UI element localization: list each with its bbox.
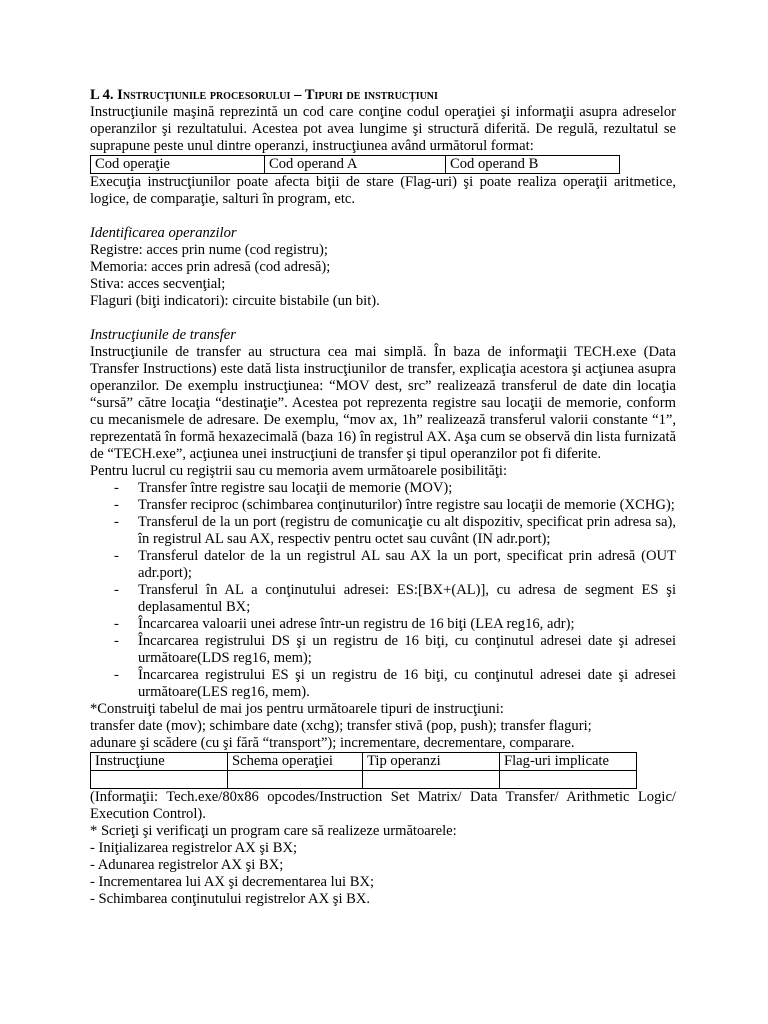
list-item bbox=[90, 480, 676, 497]
transfer-options-list bbox=[90, 480, 676, 701]
instruction-format-table bbox=[90, 155, 620, 174]
list-item bbox=[90, 582, 676, 616]
program-line: * Scrieţi şi verificaţi un program care să realizeze următoarele: bbox=[90, 823, 457, 839]
column-header: Tip operanzi bbox=[363, 753, 500, 771]
program-line: - Schimbarea conţinutului registrelor AX şi BX. bbox=[90, 891, 371, 907]
table-cell: Cod operand B bbox=[446, 156, 620, 174]
list-item bbox=[90, 514, 676, 548]
assignment-line: *Construiţi tabelul de mai jos pentru următoarele tipuri de instrucţiuni: bbox=[90, 701, 504, 717]
table-cell: Cod operand A bbox=[265, 156, 446, 174]
list-item bbox=[90, 633, 676, 667]
list-item-text: Încarcarea registrului ES şi un registru de 16 biţi, cu conţinutul adresei date şi adresei următoare(LES reg16, mem). bbox=[138, 667, 676, 700]
list-item bbox=[90, 616, 676, 633]
list-dash: - bbox=[114, 514, 119, 530]
list-item bbox=[90, 667, 676, 701]
intro-paragraph: Instrucţiunile maşină reprezintă un cod care conţine codul operaţiei şi informaţii asupra adreselor operanzilor şi rezultatului. Acestea pot avea lungime şi structură diferită. De regulă, rezultatul se suprapune peste unul dintre operanzi, instrucţiunea având următorul format: bbox=[90, 104, 676, 154]
column-header: Schema operaţiei bbox=[228, 753, 363, 771]
section-heading-operands: Identificarea operanzilor bbox=[90, 225, 237, 241]
title-prefix: L 4. bbox=[90, 87, 118, 103]
list-dash: - bbox=[114, 582, 119, 598]
list-item: Memoria: acces prin adresă (cod adresă); bbox=[90, 259, 331, 275]
title-text: Instrucţiunile procesorului – Tipuri de instrucţiuni bbox=[117, 87, 438, 103]
list-item: Registre: acces prin nume (cod registru); bbox=[90, 242, 328, 258]
list-dash: - bbox=[114, 633, 119, 649]
execution-paragraph: Execuţia instrucţiunilor poate afecta biţii de stare (Flag-uri) şi poate realiza operaţii aritmetice, logice, de comparaţie, salturi în program, etc. bbox=[90, 174, 676, 207]
section-heading-transfer: Instrucţiunile de transfer bbox=[90, 327, 236, 343]
registers-intro: Pentru lucrul cu regiştrii sau cu memoria avem următoarele posibilităţi: bbox=[90, 463, 508, 479]
table-row bbox=[91, 156, 620, 174]
list-item-text: Transferul în AL a conţinutului adresei: ES:[BX+(AL)], cu adresa de segment ES şi deplasamentul BX; bbox=[138, 582, 676, 615]
list-item-text: Încarcarea registrului DS şi un registru de 16 biţi, cu conţinutul adresei date şi adresei următoare(LDS reg16, mem); bbox=[138, 633, 676, 666]
list-dash: - bbox=[114, 616, 119, 632]
column-header: Flag-uri implicate bbox=[500, 753, 637, 771]
column-header: Instrucţiune bbox=[91, 753, 228, 771]
document-body bbox=[90, 87, 676, 908]
list-dash: - bbox=[114, 497, 119, 513]
page-title bbox=[90, 87, 676, 104]
list-dash: - bbox=[114, 480, 119, 496]
program-line: - Incrementarea lui AX şi decrementarea lui BX; bbox=[90, 874, 375, 890]
list-item bbox=[90, 548, 676, 582]
program-line: - Adunarea registrelor AX şi BX; bbox=[90, 857, 284, 873]
table-cell bbox=[363, 771, 500, 789]
list-dash: - bbox=[114, 667, 119, 683]
list-item-text: Transferul datelor de la un registrul AL sau AX la un port, specificat prin adresă (OUT adr.port); bbox=[138, 548, 676, 581]
table-cell bbox=[91, 771, 228, 789]
table-row bbox=[91, 771, 637, 789]
list-item: Flaguri (biţi indicatori): circuite bistabile (un bit). bbox=[90, 293, 380, 309]
list-item-text: Transfer reciproc (schimbarea conţinuturilor) între registre sau locaţii de memorie (XCHG); bbox=[138, 497, 675, 513]
list-item-text: Încarcarea valoarii unei adrese într-un registru de 16 biţi (LEA reg16, adr); bbox=[138, 616, 575, 632]
list-item bbox=[90, 497, 676, 514]
list-dash: - bbox=[114, 548, 119, 564]
list-item-text: Transfer între registre sau locaţii de memorie (MOV); bbox=[138, 480, 453, 496]
assignment-line: transfer date (mov); schimbare date (xchg); transfer stivă (pop, push); transfer flaguri; bbox=[90, 718, 592, 734]
program-line: - Iniţializarea registrelor AX şi BX; bbox=[90, 840, 298, 856]
list-item-text: Transferul de la un port (registru de comunicaţie cu alt dispozitiv, specificat prin adresa sa), în registrul AL sau AX, respectiv pentru octet sau cuvânt (IN adr.port); bbox=[138, 514, 676, 547]
table-cell: Cod operaţie bbox=[91, 156, 265, 174]
info-paragraph: (Informaţii: Tech.exe/80x86 opcodes/Instruction Set Matrix/ Data Transfer/ Arithmetic Logic/ Execution Control). bbox=[90, 789, 676, 822]
spacer bbox=[90, 310, 676, 327]
table-cell bbox=[500, 771, 637, 789]
transfer-paragraph: Instrucţiunile de transfer au structura cea mai simplă. În baza de informaţii TECH.exe (Data Transfer Instructions) este dată lista instrucţiunilor de transfer, explicaţia acestora şi acţiunea asupra operanzilor. De exemplu instrucţiunea: “MOV dest, src” realizează transferul de date din locaţia “sursă” către locaţia “destinaţie”. Acestea pot reprezenta registre sau locaţii de memorie, conform cu mecanismele de adresare. De exemplu, “mov ax, 1h” realizează transferul valorii constante “1”, reprezentată în formă hexazecimală (baza 16) în registrul AX. Aşa cum se observă din lista furnizată de “TECH.exe”, acţiunea unei instrucţiuni de transfer şi tipul operanzilor pot fi diferite. bbox=[90, 344, 676, 462]
table-header-row bbox=[91, 753, 637, 771]
table-cell bbox=[228, 771, 363, 789]
assignment-line: adunare şi scădere (cu şi fără “transport”); incrementare, decrementare, comparare. bbox=[90, 735, 575, 751]
spacer bbox=[90, 208, 676, 225]
instruction-table bbox=[90, 752, 637, 789]
list-item: Stiva: acces secvenţial; bbox=[90, 276, 226, 292]
